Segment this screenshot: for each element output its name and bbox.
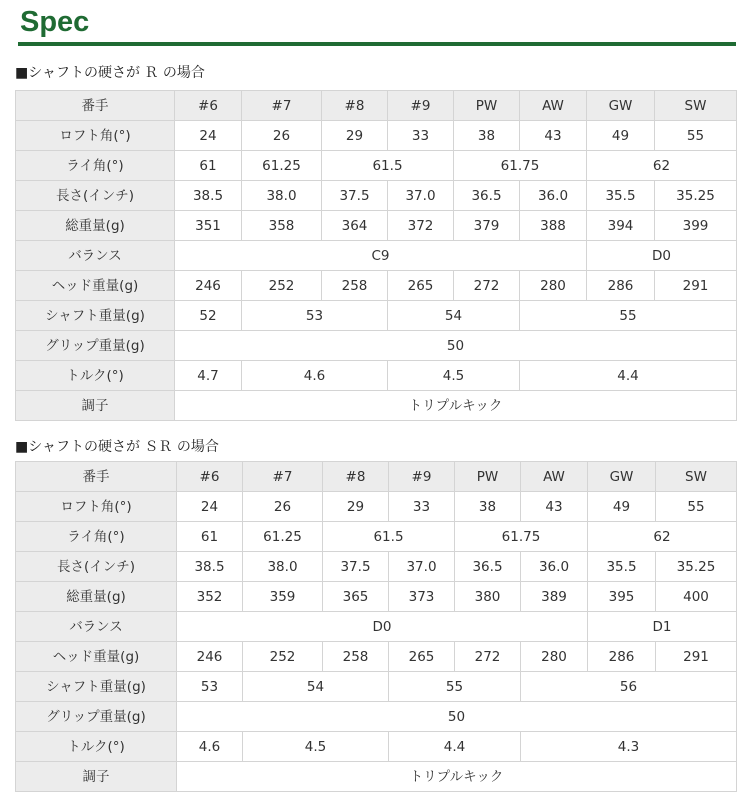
spec-row bbox=[16, 211, 737, 241]
spec-value-cell: 36.0 bbox=[521, 552, 588, 582]
spec-value-cell: 4.6 bbox=[242, 361, 388, 391]
spec-value-cell: 352 bbox=[177, 582, 243, 612]
row-label: シャフト重量(g) bbox=[16, 672, 177, 702]
club-header-cell: #9 bbox=[388, 91, 454, 121]
club-header-cell: PW bbox=[454, 91, 520, 121]
spec-value-cell: 379 bbox=[454, 211, 520, 241]
row-label: 番手 bbox=[16, 462, 177, 492]
spec-row bbox=[16, 522, 737, 552]
spec-value-cell: 36.5 bbox=[454, 181, 520, 211]
spec-value-cell: 4.6 bbox=[177, 732, 243, 762]
row-label: ロフト角(°) bbox=[16, 492, 177, 522]
title-divider bbox=[18, 42, 736, 46]
spec-value-cell: 37.0 bbox=[389, 552, 455, 582]
spec-value-cell: 258 bbox=[322, 271, 388, 301]
row-label: ヘッド重量(g) bbox=[16, 271, 175, 301]
spec-value-cell: 24 bbox=[175, 121, 242, 151]
spec-value-cell: 286 bbox=[588, 642, 656, 672]
row-label: グリップ重量(g) bbox=[16, 331, 175, 361]
spec-value-cell: 272 bbox=[455, 642, 521, 672]
spec-row bbox=[16, 391, 737, 421]
spec-row bbox=[16, 462, 737, 492]
spec-value-cell: 53 bbox=[242, 301, 388, 331]
spec-value-cell: 394 bbox=[587, 211, 655, 241]
section-heading-sr: ■シャフトの硬さが ＳＲ の場合 bbox=[15, 439, 219, 455]
spec-value-cell: 62 bbox=[588, 522, 737, 552]
spec-value-cell: 291 bbox=[656, 642, 737, 672]
spec-value-cell: 36.0 bbox=[520, 181, 587, 211]
spec-row bbox=[16, 612, 737, 642]
spec-row bbox=[16, 582, 737, 612]
spec-value-cell: 61.5 bbox=[322, 151, 454, 181]
spec-row bbox=[16, 151, 737, 181]
spec-value-cell: 37.0 bbox=[388, 181, 454, 211]
club-header-cell: GW bbox=[587, 91, 655, 121]
spec-value-cell: 37.5 bbox=[322, 181, 388, 211]
spec-value-cell: 52 bbox=[175, 301, 242, 331]
spec-value-cell: 286 bbox=[587, 271, 655, 301]
spec-value-cell: 373 bbox=[389, 582, 455, 612]
spec-value-cell: 61.25 bbox=[242, 151, 322, 181]
spec-value-cell: 35.25 bbox=[656, 552, 737, 582]
spec-value-cell: 38.0 bbox=[243, 552, 323, 582]
club-header-cell: AW bbox=[520, 91, 587, 121]
spec-value-cell: 55 bbox=[656, 492, 737, 522]
spec-value-cell: 38.0 bbox=[242, 181, 322, 211]
spec-row bbox=[16, 121, 737, 151]
spec-value-cell: 43 bbox=[520, 121, 587, 151]
spec-value-cell: 258 bbox=[323, 642, 389, 672]
spec-row bbox=[16, 181, 737, 211]
spec-value-cell: 4.4 bbox=[520, 361, 737, 391]
spec-value-cell: 38.5 bbox=[177, 552, 243, 582]
row-label: 総重量(g) bbox=[16, 582, 177, 612]
row-label: ライ角(°) bbox=[16, 151, 175, 181]
spec-value-cell: 399 bbox=[655, 211, 737, 241]
spec-row bbox=[16, 492, 737, 522]
club-header-cell: #9 bbox=[389, 462, 455, 492]
row-label: トルク(°) bbox=[16, 361, 175, 391]
spec-value-cell: 43 bbox=[521, 492, 588, 522]
club-header-cell: #6 bbox=[175, 91, 242, 121]
spec-value-cell: 35.5 bbox=[588, 552, 656, 582]
spec-value-cell: 33 bbox=[389, 492, 455, 522]
spec-row bbox=[16, 361, 737, 391]
row-label: 調子 bbox=[16, 391, 175, 421]
spec-value-cell: 55 bbox=[520, 301, 737, 331]
spec-value-cell: 246 bbox=[177, 642, 243, 672]
spec-value-cell: 61 bbox=[177, 522, 243, 552]
spec-row bbox=[16, 762, 737, 792]
spec-value-cell: 55 bbox=[389, 672, 521, 702]
spec-row bbox=[16, 702, 737, 732]
spec-value-cell: 359 bbox=[243, 582, 323, 612]
spec-value-cell: 38 bbox=[454, 121, 520, 151]
spec-value-cell: 4.7 bbox=[175, 361, 242, 391]
spec-value-cell: 389 bbox=[521, 582, 588, 612]
spec-value-cell: 61 bbox=[175, 151, 242, 181]
spec-value-cell: 364 bbox=[322, 211, 388, 241]
row-label: 総重量(g) bbox=[16, 211, 175, 241]
spec-value-cell: 291 bbox=[655, 271, 737, 301]
club-header-cell: #6 bbox=[177, 462, 243, 492]
spec-value-cell: 272 bbox=[454, 271, 520, 301]
spec-value-cell: 265 bbox=[388, 271, 454, 301]
spec-value-cell: D0 bbox=[177, 612, 588, 642]
spec-value-cell: 61.75 bbox=[455, 522, 588, 552]
club-header-cell: SW bbox=[656, 462, 737, 492]
spec-row bbox=[16, 732, 737, 762]
spec-value-cell: 246 bbox=[175, 271, 242, 301]
spec-value-cell: 36.5 bbox=[455, 552, 521, 582]
spec-value-cell: 252 bbox=[242, 271, 322, 301]
spec-value-cell: 49 bbox=[587, 121, 655, 151]
row-label: ライ角(°) bbox=[16, 522, 177, 552]
spec-value-cell: 400 bbox=[656, 582, 737, 612]
row-label: バランス bbox=[16, 612, 177, 642]
spec-value-cell: トリプルキック bbox=[177, 762, 737, 792]
spec-value-cell: 265 bbox=[389, 642, 455, 672]
spec-row bbox=[16, 642, 737, 672]
spec-row bbox=[16, 271, 737, 301]
spec-value-cell: 62 bbox=[587, 151, 737, 181]
page-title: Spec bbox=[20, 6, 90, 38]
spec-value-cell: 252 bbox=[243, 642, 323, 672]
spec-value-cell: 35.5 bbox=[587, 181, 655, 211]
spec-value-cell: D0 bbox=[587, 241, 737, 271]
row-label: ロフト角(°) bbox=[16, 121, 175, 151]
spec-value-cell: 61.25 bbox=[243, 522, 323, 552]
section-heading-r: ■シャフトの硬さが Ｒ の場合 bbox=[15, 65, 205, 81]
spec-value-cell: 4.5 bbox=[388, 361, 520, 391]
club-header-cell: PW bbox=[455, 462, 521, 492]
club-header-cell: SW bbox=[655, 91, 737, 121]
spec-value-cell: 61.5 bbox=[323, 522, 455, 552]
spec-value-cell: 4.5 bbox=[243, 732, 389, 762]
spec-value-cell: 4.3 bbox=[521, 732, 737, 762]
row-label: 長さ(インチ) bbox=[16, 181, 175, 211]
spec-value-cell: 56 bbox=[521, 672, 737, 702]
spec-row bbox=[16, 552, 737, 582]
spec-row bbox=[16, 331, 737, 361]
spec-value-cell: 280 bbox=[520, 271, 587, 301]
spec-value-cell: 53 bbox=[177, 672, 243, 702]
spec-value-cell: 280 bbox=[521, 642, 588, 672]
row-label: 調子 bbox=[16, 762, 177, 792]
row-label: バランス bbox=[16, 241, 175, 271]
row-label: グリップ重量(g) bbox=[16, 702, 177, 732]
spec-value-cell: D1 bbox=[588, 612, 737, 642]
spec-value-cell: 388 bbox=[520, 211, 587, 241]
spec-value-cell: C9 bbox=[175, 241, 587, 271]
spec-row bbox=[16, 672, 737, 702]
spec-table-sr bbox=[15, 461, 737, 792]
row-label: トルク(°) bbox=[16, 732, 177, 762]
spec-table-r bbox=[15, 90, 737, 421]
club-header-cell: AW bbox=[521, 462, 588, 492]
club-header-cell: #7 bbox=[242, 91, 322, 121]
row-label: 番手 bbox=[16, 91, 175, 121]
spec-value-cell: 24 bbox=[177, 492, 243, 522]
spec-value-cell: 37.5 bbox=[323, 552, 389, 582]
spec-value-cell: 358 bbox=[242, 211, 322, 241]
spec-value-cell: 50 bbox=[177, 702, 737, 732]
spec-value-cell: 26 bbox=[242, 121, 322, 151]
row-label: シャフト重量(g) bbox=[16, 301, 175, 331]
spec-row bbox=[16, 301, 737, 331]
club-header-cell: GW bbox=[588, 462, 656, 492]
spec-value-cell: 33 bbox=[388, 121, 454, 151]
spec-value-cell: トリプルキック bbox=[175, 391, 737, 421]
row-label: ヘッド重量(g) bbox=[16, 642, 177, 672]
spec-row bbox=[16, 241, 737, 271]
spec-value-cell: 26 bbox=[243, 492, 323, 522]
spec-value-cell: 38.5 bbox=[175, 181, 242, 211]
spec-value-cell: 351 bbox=[175, 211, 242, 241]
spec-value-cell: 372 bbox=[388, 211, 454, 241]
spec-value-cell: 4.4 bbox=[389, 732, 521, 762]
spec-value-cell: 49 bbox=[588, 492, 656, 522]
spec-value-cell: 50 bbox=[175, 331, 737, 361]
spec-row bbox=[16, 91, 737, 121]
spec-value-cell: 54 bbox=[388, 301, 520, 331]
spec-value-cell: 54 bbox=[243, 672, 389, 702]
spec-value-cell: 29 bbox=[323, 492, 389, 522]
spec-value-cell: 38 bbox=[455, 492, 521, 522]
club-header-cell: #8 bbox=[322, 91, 388, 121]
spec-value-cell: 61.75 bbox=[454, 151, 587, 181]
spec-value-cell: 35.25 bbox=[655, 181, 737, 211]
spec-value-cell: 380 bbox=[455, 582, 521, 612]
row-label: 長さ(インチ) bbox=[16, 552, 177, 582]
spec-value-cell: 55 bbox=[655, 121, 737, 151]
spec-value-cell: 365 bbox=[323, 582, 389, 612]
club-header-cell: #8 bbox=[323, 462, 389, 492]
spec-value-cell: 29 bbox=[322, 121, 388, 151]
club-header-cell: #7 bbox=[243, 462, 323, 492]
spec-value-cell: 395 bbox=[588, 582, 656, 612]
